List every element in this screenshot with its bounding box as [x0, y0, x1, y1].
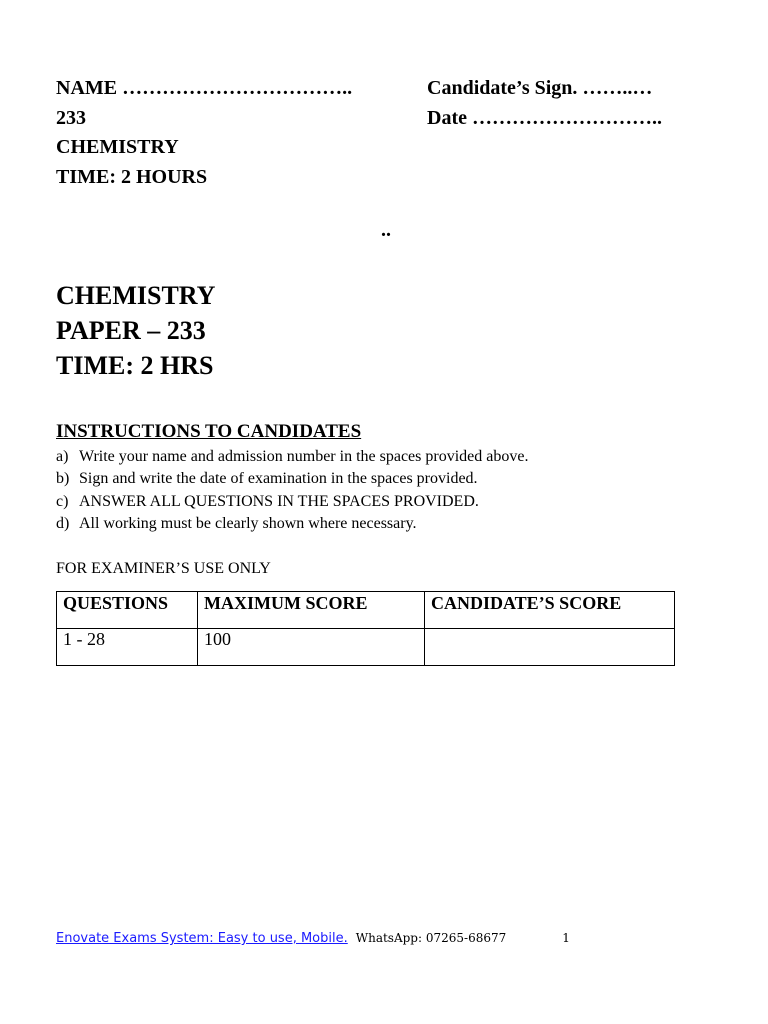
title-subject: CHEMISTRY — [56, 281, 216, 310]
page-footer — [56, 929, 570, 948]
instruction-item — [56, 468, 528, 490]
instructions-list — [56, 446, 528, 535]
cell-questions: 1 - 28 — [57, 629, 198, 666]
header-candidate-score: CANDIDATE’S SCORE — [425, 592, 675, 629]
instructions-heading: INSTRUCTIONS TO CANDIDATES — [56, 421, 362, 442]
candidate-details-right — [427, 74, 662, 133]
cell-candidate-score[interactable] — [425, 629, 675, 666]
date-field-line: Date ……………………….. — [427, 106, 662, 129]
table-row — [57, 629, 675, 666]
instruction-item — [56, 446, 528, 468]
instruction-text: Sign and write the date of examination in the spaces provided. — [79, 470, 478, 488]
title-block — [56, 278, 215, 383]
table-header-row — [57, 592, 675, 629]
header-questions: QUESTIONS — [57, 592, 198, 629]
instruction-letter: d) — [56, 514, 70, 532]
instruction-text: Write your name and admission number in the spaces provided above. — [79, 448, 529, 465]
score-table — [56, 591, 675, 666]
time-label: TIME: 2 HOURS — [56, 165, 208, 188]
separator-dots: .. — [381, 219, 391, 241]
subject-label: CHEMISTRY — [56, 136, 179, 158]
title-time: TIME: 2 HRS — [56, 351, 214, 380]
instruction-text: All working must be clearly shown where necessary. — [79, 514, 417, 532]
title-paper: PAPER – 233 — [56, 316, 206, 345]
instruction-letter: a) — [56, 448, 69, 465]
candidate-sign-line: Candidate’s Sign. ……..… — [427, 77, 653, 99]
header-maximum-score: MAXIMUM SCORE — [198, 592, 425, 629]
whatsapp-contact: WhatsApp: 07265-68677 — [355, 931, 507, 945]
examiner-use-label: FOR EXAMINER’S USE ONLY — [56, 560, 271, 577]
instruction-text: ANSWER ALL QUESTIONS IN THE SPACES PROVIDED. — [79, 492, 479, 510]
name-field-line: NAME …………………………….. — [56, 77, 353, 99]
enovate-link[interactable]: Enovate Exams System: Easy to use, Mobile. — [56, 931, 348, 946]
candidate-details-left — [56, 74, 352, 192]
paper-code: 233 — [56, 106, 86, 129]
instruction-item — [56, 513, 528, 535]
instruction-letter: c) — [56, 492, 69, 510]
page-number: 1 — [562, 931, 570, 945]
instruction-letter: b) — [56, 470, 70, 488]
cell-maximum-score: 100 — [198, 629, 425, 666]
instruction-item — [56, 491, 528, 513]
